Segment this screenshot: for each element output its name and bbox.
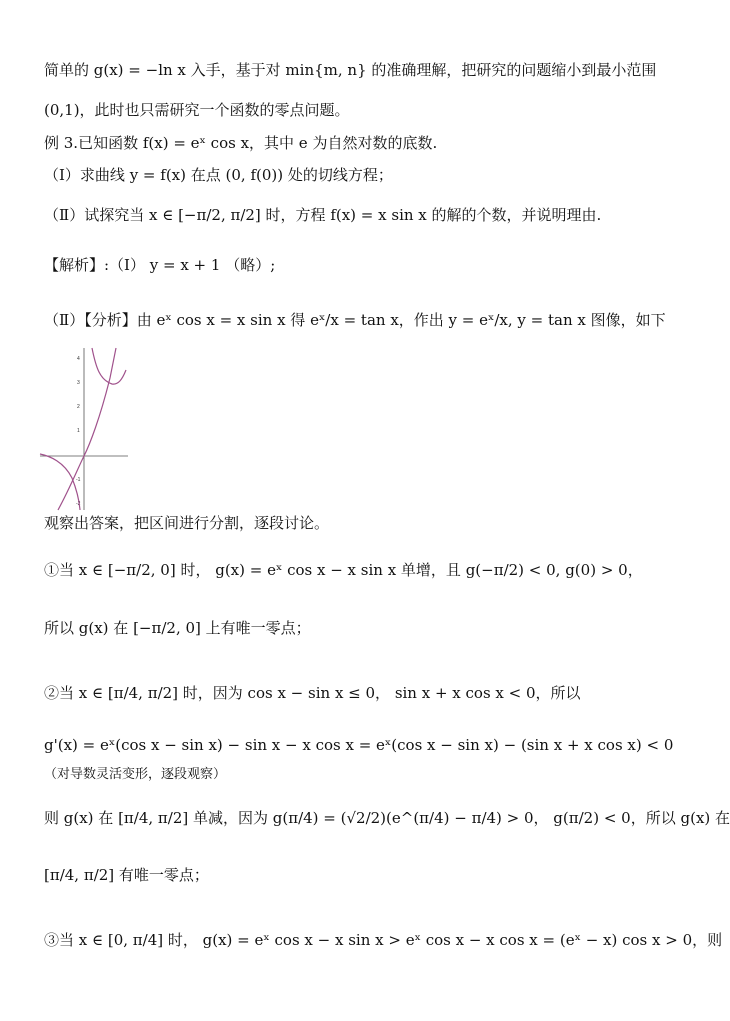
- case-2: ②当 x ∈ [π/4, π/2] 时，因为 cos x − sin x ≤ 0， sin x + x cos x < 0，所以: [44, 684, 581, 702]
- y-tick-neg2: -2: [76, 501, 81, 507]
- case-1: ①当 x ∈ [−π/2, 0] 时， g(x) = eˣ cos x − x sin x 单增，且 g(−π/2) < 0, g(0) > 0，: [44, 561, 643, 579]
- question-1: （I）求曲线 y = f(x) 在点 (0, f(0)) 处的切线方程；: [44, 166, 393, 184]
- note-line: （对导数灵活变形，逐段观察）: [44, 767, 227, 782]
- tan-curve: [58, 348, 116, 510]
- y-tick-4: 4: [77, 356, 80, 362]
- solution-1: 【解析】:（I） y = x + 1 （略）;: [44, 256, 276, 274]
- case-2-interval: [π/4, π/2] 有唯一零点；: [44, 866, 209, 884]
- y-tick-neg1: -1: [76, 477, 81, 483]
- question-2: （Ⅱ）试探究当 x ∈ [−π/2, π/2] 时，方程 f(x) = x sin x 的解的个数，并说明理由.: [44, 206, 602, 224]
- y-tick-2: 2: [77, 404, 80, 410]
- example-heading: 例 3.已知函数 f(x) = eˣ cos x，其中 e 为自然对数的底数.: [44, 134, 438, 152]
- function-graph: [40, 348, 128, 510]
- observation-line: 观察出答案，把区间进行分割，逐段讨论。: [44, 514, 330, 532]
- line-1: 简单的 g(x) = −ln x 入手，基于对 min{m, n} 的准确理解，把研究的问题缩小到最小范围: [44, 61, 657, 79]
- exp-over-x-negative-branch: [40, 454, 80, 510]
- case-1-conclusion: 所以 g(x) 在 [−π/2, 0] 上有唯一零点；: [44, 619, 311, 637]
- case-3: ③当 x ∈ [0, π/4] 时， g(x) = eˣ cos x − x sin x > eˣ cos x − x cos x = (eˣ − x) cos x > 0，则: [44, 931, 723, 949]
- y-tick-1: 1: [77, 428, 80, 434]
- line-2: (0,1)，此时也只需研究一个函数的零点问题。: [44, 101, 350, 119]
- derivative-line: g'(x) = eˣ(cos x − sin x) − sin x − x cos x = eˣ(cos x − sin x) − (sin x + x cos x) < 0: [44, 736, 674, 754]
- exp-over-x-positive-branch: [92, 348, 126, 384]
- analysis-line: （Ⅱ）【分析】由 eˣ cos x = x sin x 得 eˣ/x = tan x，作出 y = eˣ/x, y = tan x 图像，如下: [44, 311, 666, 329]
- y-tick-3: 3: [77, 380, 80, 386]
- case-2-conclusion: 则 g(x) 在 [π/4, π/2] 单减，因为 g(π/4) = (√2/2)(e^(π/4) − π/4) > 0， g(π/2) < 0，所以 g(x) 在: [44, 809, 730, 827]
